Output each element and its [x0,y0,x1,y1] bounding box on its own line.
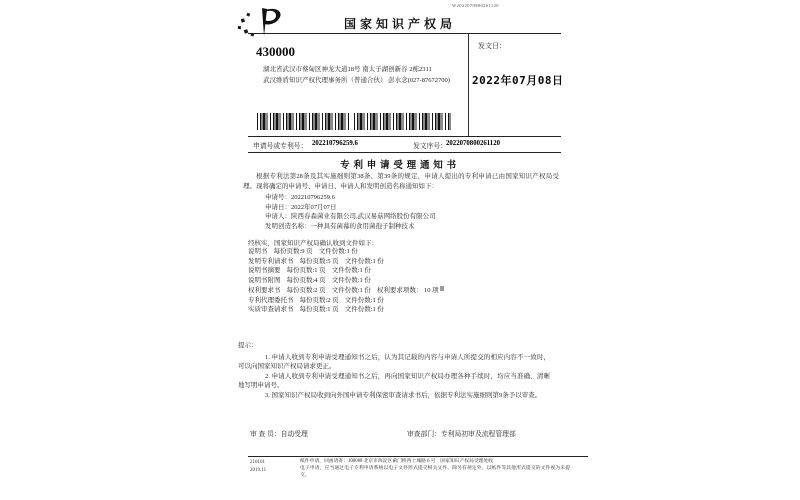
form-code-block [250,459,266,474]
field-label: 申请号： [265,194,291,201]
field-row [265,212,436,222]
field-label: 发明创造名称： [265,223,311,231]
dispatch-serial-value: 2022070800261120 [446,140,500,147]
examiner-value: 自动受理 [280,431,308,438]
field-value: 一种具有菌幕的食用菌孢子制种技术 [310,223,415,231]
barcode-left [257,113,350,130]
doc-copies: 文件份数:1 份 [331,286,371,294]
doc-name: 专利代理委托书 [248,296,294,304]
document-row [248,296,445,306]
document-row [248,247,445,257]
form-code: 210101 [250,460,265,465]
footer-instructions [300,459,570,479]
doc-copies: 文件份数:1 份 [344,306,384,314]
form-date: 2019.11 [250,467,267,473]
field-row [265,222,436,232]
doc-name: 权利要求书 [248,286,281,294]
application-number-label: 申请号或专利号： [253,143,308,150]
meta-bottom-rule [248,152,561,153]
field-value: 202210796259.6 [291,194,335,201]
document-row [248,257,445,267]
sign-row [250,428,590,438]
barcode-bottom-rule [248,136,561,137]
doc-name: 说明书摘要 [248,267,281,275]
agency-name: 国家知识产权局 [343,17,456,31]
doc-extra: 权利要求项数： 10 项 [376,286,439,294]
department [407,428,516,438]
confirm-line: 经核实，国家知识产权局确认收到文件如下： [248,240,378,247]
header-vertical-divider [468,34,469,136]
note-item: 1. 申请人收到专利申请受理通知书之后，认为其记载的内容与申请人所提交的相应内容不一致时，可以向国家知识产权局请求更正。 [238,353,550,371]
issue-date-value: 2022年07月08日 [472,74,564,87]
doc-copies: 文件份数:1 份 [331,277,371,285]
doc-pages: 每份页数:4 页 [286,277,326,285]
examiner-label: 审 查 员： [250,431,281,438]
doc-pages: 每份页数:9 页 [273,248,313,255]
document-row [248,276,445,286]
issue-date-label: 发文日： [478,42,506,50]
field-label: 申请人： [265,213,291,221]
doc-name: 说明书 [248,248,268,255]
top-right-serial: W2022070800261120 [452,3,499,8]
department-value: 专利局初审及流程管理部 [440,431,516,438]
recipient-address: 湖北省武汉市蔡甸区神龙大道18号 南太子湖创新谷 2栋2311 [263,66,432,73]
scan-artifact [440,286,444,291]
doc-pages: 每份页数:5 页 [299,257,339,265]
footer-paper-line: 纸件申请，回函请寄：100088 北京市海淀区蓟门桥西土城路 6 号 国家知识产权局受理处收 [300,459,494,464]
notice-title: 专利申请受理通知书 [340,161,460,171]
postal-code: 430000 [256,44,295,59]
notes-title: 提示： [238,342,258,349]
doc-copies: 文件份数:1 份 [318,248,358,255]
doc-pages: 每份页数:1 页 [299,306,339,314]
doc-name: 发明专利请求书 [248,257,294,265]
document-row [248,266,445,276]
doc-pages: 每份页数:2 页 [299,296,339,304]
dispatch-serial-label: 发文序号： [413,143,447,150]
doc-name: 实质审查请求书 [248,306,294,314]
recipient-agent: 武汉维盾知识产权代理事务所（普通合伙） 彭水念(027-87672700) [263,77,450,84]
doc-copies: 文件份数:1 份 [344,296,384,304]
doc-name: 说明书附图 [248,277,281,285]
header-rule [248,33,561,34]
note-item: 2. 申请人收到专利申请受理通知书之后，再向国家知识产权局办理各种手续时，均应当准确、清晰地写明申请号。 [238,372,550,390]
application-fields [265,193,436,232]
received-documents-list [248,247,445,315]
note-item: 3. 国家知识产权局收到向外国申请专利保密审查请求书后，依据专利法实施细则第9条予以审查。 [265,391,542,399]
field-row [265,203,436,213]
field-value: 陕西春森菌业有限公司,武汉易菇网络股份有限公司 [291,213,436,221]
barcode-right [354,113,451,130]
notes-section [238,341,550,401]
department-label: 审查部门： [407,431,441,438]
field-label: 申请日： [265,203,291,211]
doc-pages: 每份页数:1 页 [286,267,326,275]
field-value: 2022年07月07日 [291,203,337,211]
document-row [248,305,445,315]
doc-pages: 每份页数:2 页 [286,286,326,294]
footer-rule [248,456,588,457]
document-page [190,0,610,500]
doc-copies: 文件份数:1 份 [331,267,371,275]
document-row [248,286,445,296]
field-row [265,193,436,203]
footer-electronic-line: 电子申请，应当通过电子专利申请系统以电子文件形式提交相关文件。除另有规定外，以纸件等其他形式提交的文件视为未提交。 [300,465,570,478]
intro-paragraph: 根据专利法第28条及其实施细则第38条、第39条的规定，申请人提出的专利申请已由国家知识产权局受理。现将确定的申请号、申请日、申请人和发明创造名称通知如下： [243,173,559,190]
doc-copies: 文件份数:1 份 [344,257,384,265]
application-number-value: 202210796259.6 [312,140,358,147]
